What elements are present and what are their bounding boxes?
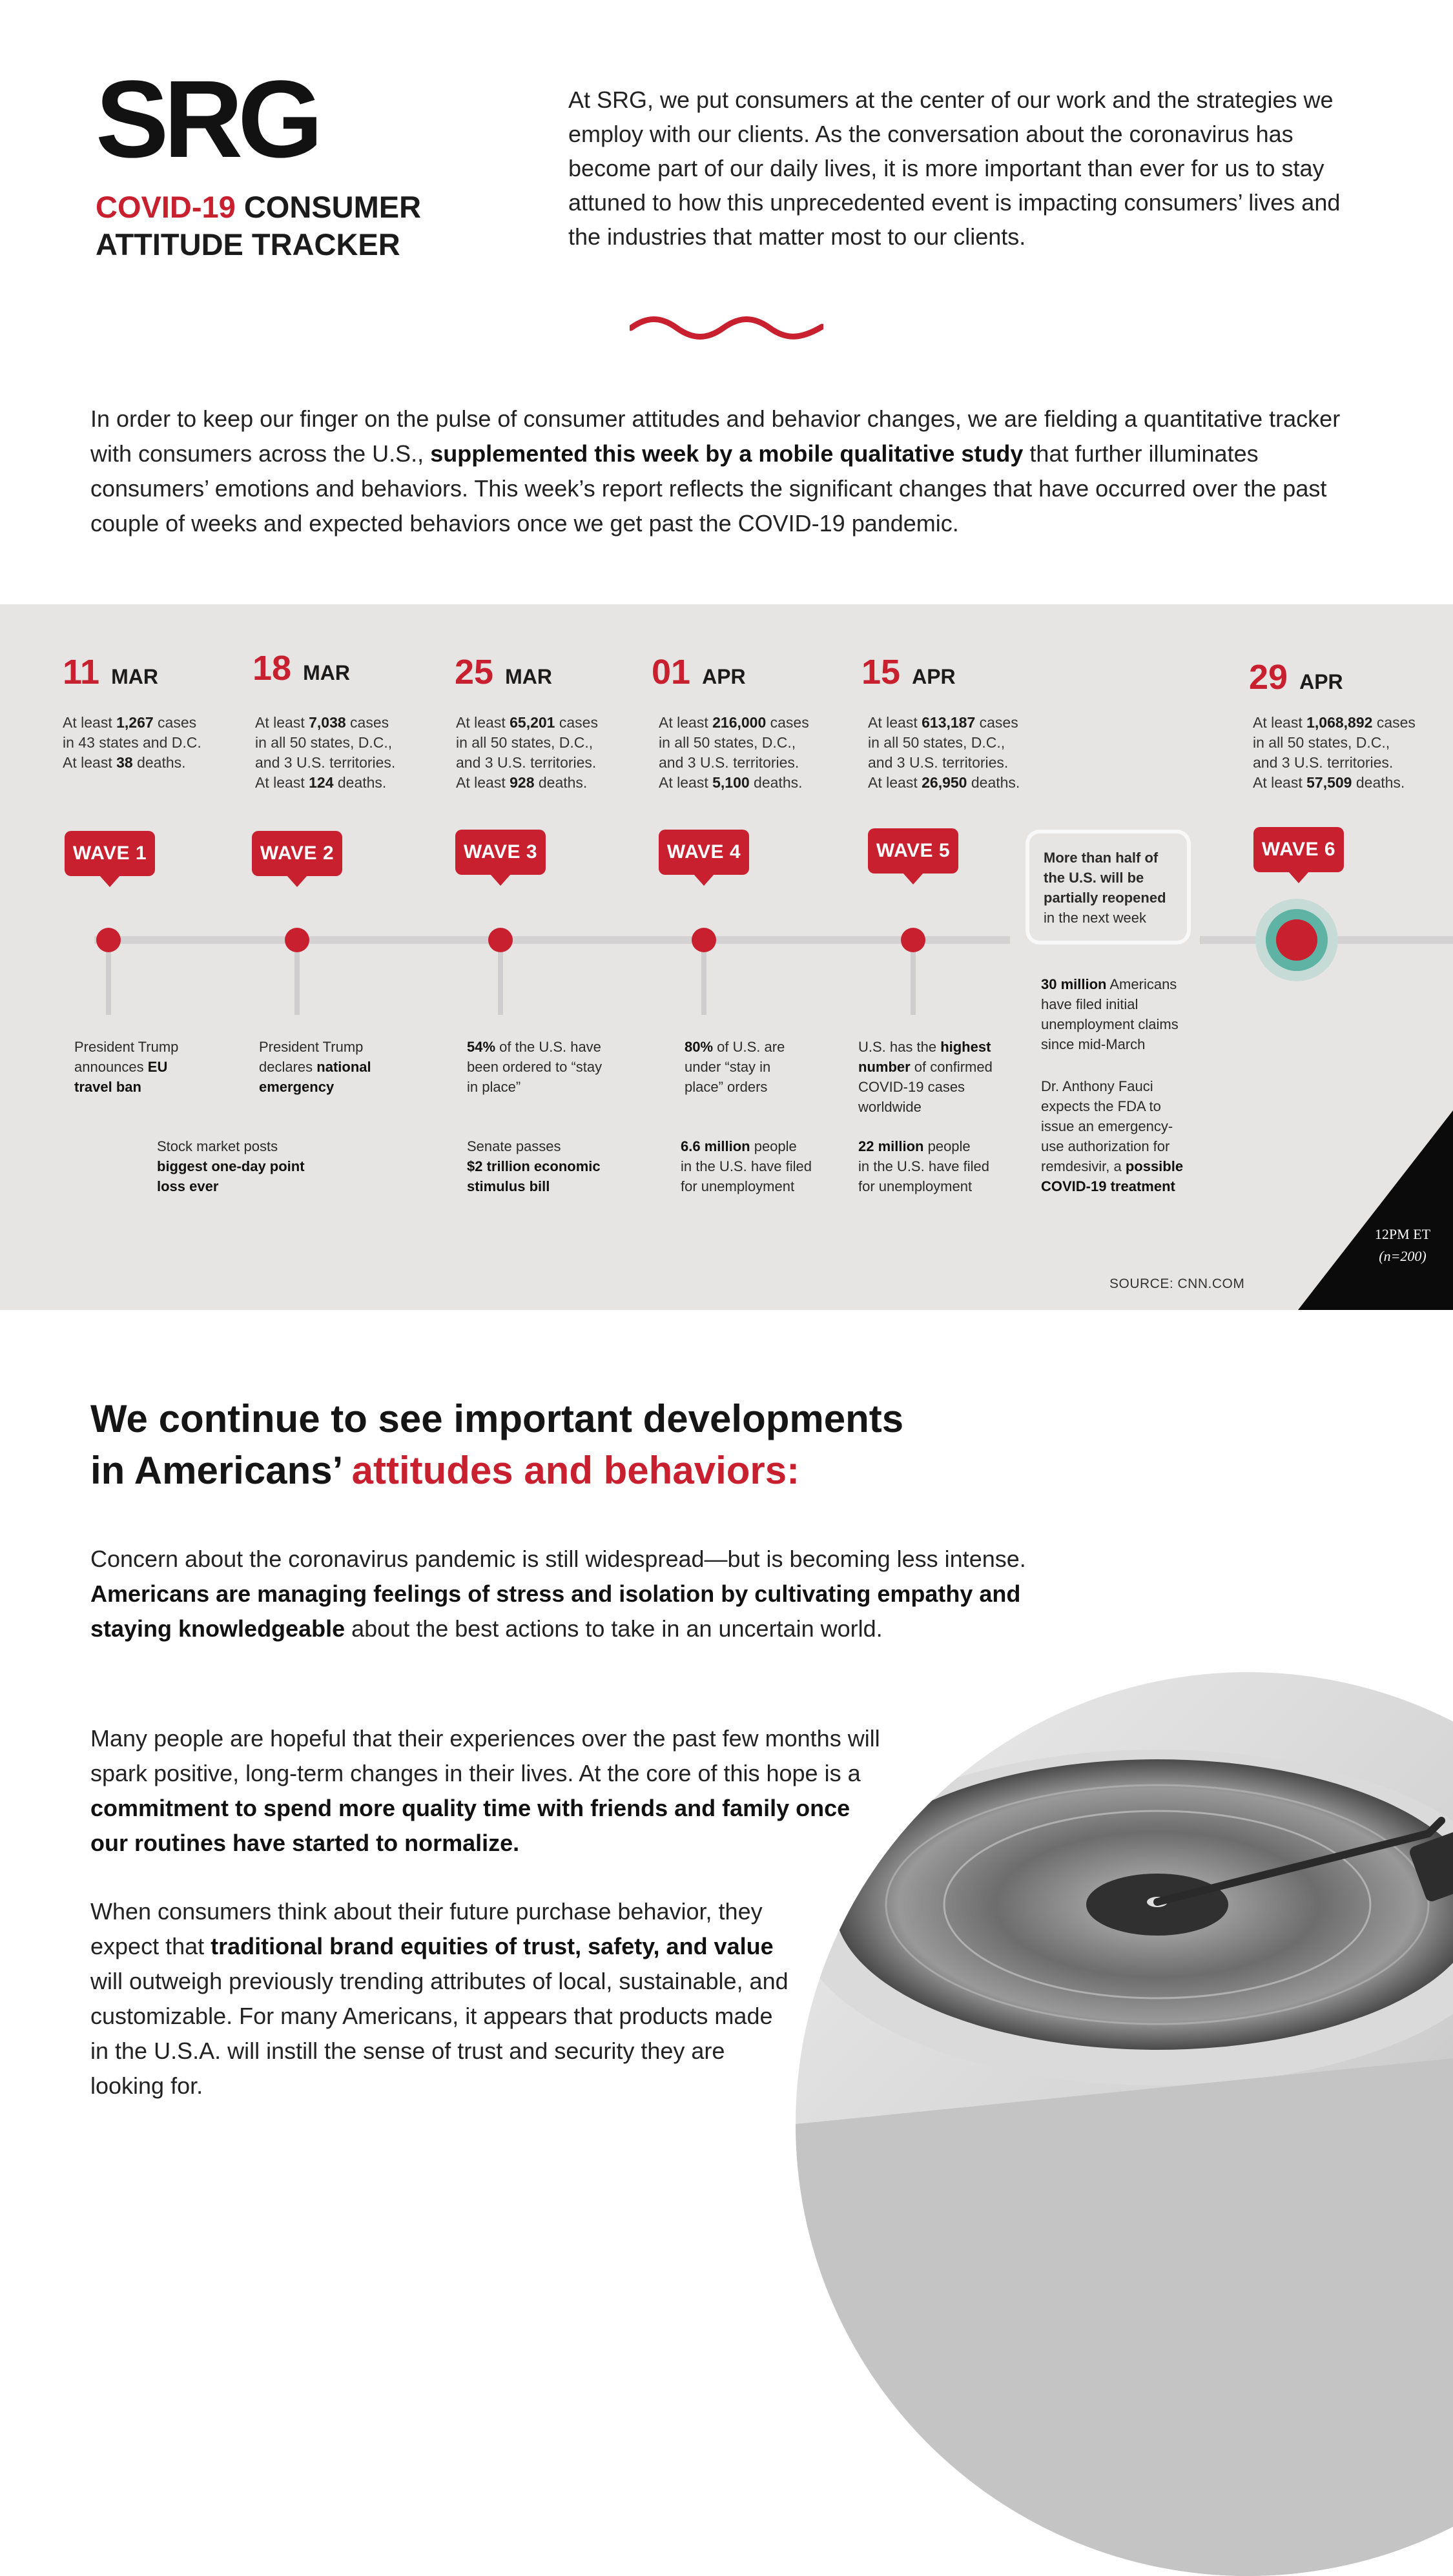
timeline-stem [911, 943, 916, 1015]
date-day: 11 [63, 653, 100, 691]
timeline-dot-wave-1 [96, 928, 121, 952]
timeline-stem [701, 943, 706, 1015]
date-18-mar [252, 651, 350, 686]
date-month: APR [1299, 670, 1343, 693]
body-paragraph-3: When consumers think about their future purchase behavior, they expect that traditional brand equities of trust, safety, and value will outweigh previously trending attributes of local, sustainable, and customizable. For many Americans, it appears that products made in the U.S.A. will instill the sense of trust and security they are looking for. [90, 1898, 788, 2099]
timeline-line [94, 936, 1010, 944]
body-paragraph-1: Concern about the coronavirus pandemic is still widespread—but is becoming less intense. Americans are managing feelings of stress and isolation by cultivating empathy and staying knowledgeable about the best actions to take in an uncertain world. [90, 1546, 1026, 1642]
event-national-emergency: President Trump declares national emergency [259, 1039, 371, 1095]
date-month: MAR [505, 665, 552, 688]
stats-11-mar: At least 1,267 cases in 43 states and D.C. At least 38 deaths. [63, 714, 201, 771]
date-day: 18 [252, 649, 292, 688]
squiggle-divider [630, 315, 823, 347]
intro-paragraph: At SRG, we put consumers at the center of our work and the strategies we employ with our clients. As the conversation about the coronavirus has become part of our daily lives, it is more important than ever for us to stay attuned to how this unprecedented event is impacting consumers’ lives and the industries that matter most to our clients. [568, 87, 1341, 250]
event-unemployment-6-6m: 6.6 million people in the U.S. have filed for unemployment [681, 1138, 812, 1194]
stats-29-apr: At least 1,068,892 cases in all 50 states, D.C., and 3 U.S. territories. At least 57,509 deaths. [1253, 714, 1416, 791]
event-stay-in-place-54: 54% of the U.S. have been ordered to “stay in place” [467, 1039, 603, 1095]
lead-text-bold: supplemented this week by a mobile qualitative study [430, 440, 1024, 467]
body-paragraph-2: Many people are hopeful that their experiences over the past few months will spark positive, long-term changes in their lives. At the core of this hope is a commitment to spend more quality time with friends and family once our routines have started to normalize. [90, 1725, 880, 1856]
event-unemployment-30m: 30 million Americans have filed initial unemployment claims since mid-March [1041, 976, 1179, 1052]
section-headline [90, 1393, 1124, 1497]
reopening-callout: More than half of the U.S. will be partially reopened in the next week [1025, 830, 1191, 945]
wave-4-tag: WAVE 4 [659, 830, 749, 875]
date-25-mar [455, 655, 552, 690]
date-month: APR [912, 665, 956, 688]
event-stay-in-place-80: 80% of U.S. are under “stay in place” orders [685, 1039, 785, 1095]
timeline-dot-wave-2 [285, 928, 309, 952]
date-day: 25 [455, 653, 494, 691]
timeline-dot-wave-5 [901, 928, 925, 952]
tracker-title [96, 189, 421, 263]
event-remdesivir: Dr. Anthony Fauci expects the FDA to issue an emergency- use authorization for remdesivir, a possible COVID-19 treatment [1041, 1078, 1184, 1194]
stats-01-apr: At least 216,000 cases in all 50 states, D.C., and 3 U.S. territories. At least 5,100 deaths. [659, 714, 809, 791]
record-player-photo [796, 1672, 1453, 2576]
stats-25-mar: At least 65,201 cases in all 50 states, D.C., and 3 U.S. territories. At least 928 deaths. [456, 714, 598, 791]
event-unemployment-22m: 22 million people in the U.S. have filed for unemployment [858, 1138, 990, 1194]
timeline-stem [106, 943, 111, 1015]
tracker-title-consumer: CONSUMER [243, 190, 422, 224]
date-month: MAR [303, 661, 350, 684]
timeline-dot-wave-4 [692, 928, 716, 952]
wave-3-tag: WAVE 3 [455, 830, 546, 875]
date-29-apr [1249, 660, 1343, 695]
srg-logo: SRG [96, 58, 318, 181]
stats-18-mar: At least 7,038 cases in all 50 states, D.C., and 3 U.S. territories. At least 124 deaths. [255, 714, 396, 791]
event-highest-cases: U.S. has the highest number of confirmed COVID-19 cases worldwide [858, 1039, 993, 1115]
event-stock-market-loss: Stock market posts biggest one-day point loss ever [157, 1138, 305, 1194]
lead-text-2: that further illuminates consumers’ emotions and behaviors. This week’s report reflects the significant changes that have occurred over the past couple of weeks and expected behaviors once we get past the COVID-19 pandemic. [90, 440, 1327, 537]
date-month: APR [702, 665, 746, 688]
date-day: 01 [652, 653, 691, 691]
date-day: 29 [1249, 658, 1288, 697]
timeline-stem [294, 943, 300, 1015]
event-eu-travel-ban: President Trump announces EU travel ban [74, 1039, 179, 1095]
time-text: 12PM ET [1374, 1226, 1431, 1242]
date-15-apr [861, 655, 956, 690]
event-stimulus-bill: Senate passes $2 trillion economic stimulus bill [467, 1138, 601, 1194]
corner-triangle [1298, 1110, 1453, 1310]
date-11-mar [63, 655, 158, 690]
time-label [1357, 1223, 1448, 1267]
wave-6-tag: WAVE 6 [1253, 827, 1344, 872]
date-01-apr [652, 655, 746, 690]
timeline-band [0, 604, 1453, 1310]
headline-line-1: We continue to see important developments [90, 1397, 904, 1440]
headline-highlight: attitudes and behaviors: [351, 1449, 800, 1492]
timeline-dot-wave-3 [488, 928, 513, 952]
lead-paragraph [90, 402, 1376, 541]
headline-line-2: in Americans’ [90, 1449, 352, 1492]
date-month: MAR [111, 665, 158, 688]
tracker-title-covid: COVID-19 [96, 190, 236, 224]
wave-1-tag: WAVE 1 [65, 831, 155, 876]
wave-2-tag: WAVE 2 [252, 831, 342, 876]
timeline-dot-wave-6-core [1276, 919, 1317, 961]
source-label: SOURCE: CNN.COM [1109, 1276, 1245, 1291]
tracker-title-line2: ATTITUDE TRACKER [96, 227, 400, 261]
lead-text-1: In order to keep our finger on the pulse of consumer attitudes and behavior changes, we are fielding a quantitative tracker with consumers across the U.S., [90, 405, 1341, 467]
timeline-stem [498, 943, 503, 1015]
wave-5-tag: WAVE 5 [868, 828, 958, 874]
sample-size: (n=200) [1379, 1248, 1427, 1264]
date-day: 15 [861, 653, 901, 691]
stats-15-apr: At least 613,187 cases in all 50 states, D.C., and 3 U.S. territories. At least 26,950 deaths. [868, 714, 1020, 791]
